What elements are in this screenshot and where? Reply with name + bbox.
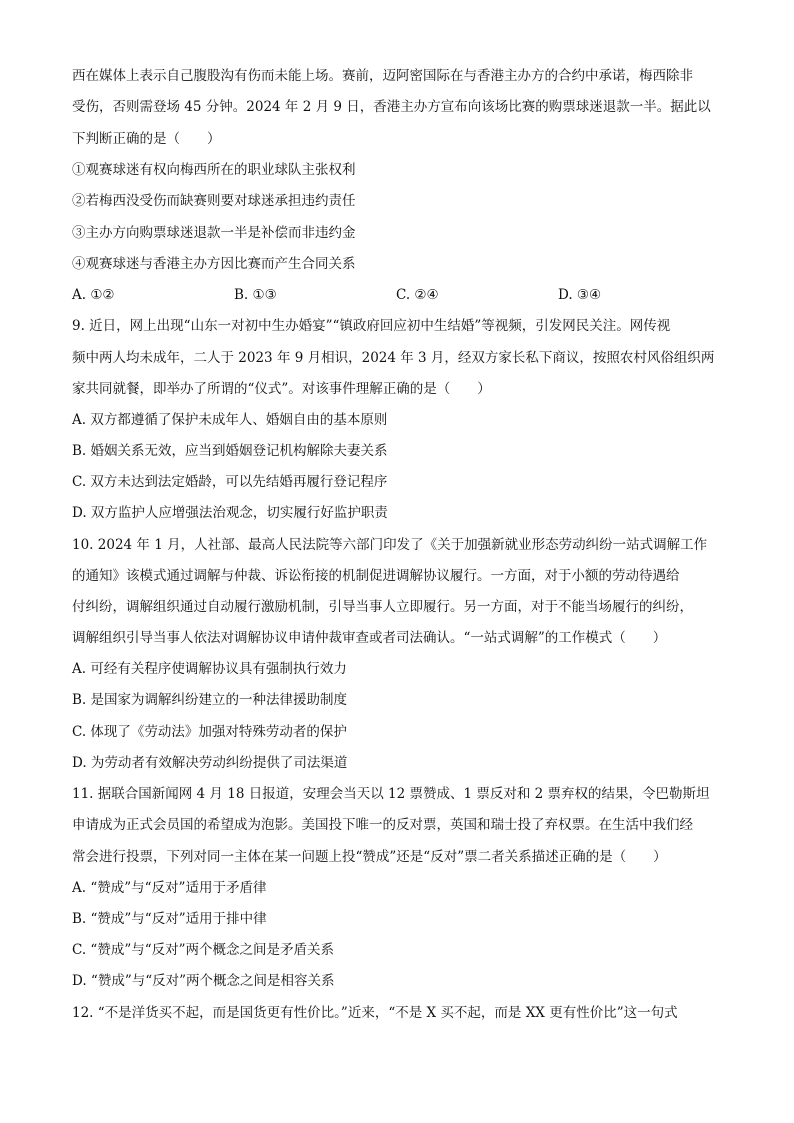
q11-option-d: D. “赞成”与“反对”两个概念之间是相容关系 [72, 973, 335, 989]
q8-options [72, 280, 722, 311]
q8-stem-line-1: 西在媒体上表示自己腹股沟有伤而未能上场。赛前，迈阿密国际在与香港主办方的合约中承诺，梅西除非 [72, 68, 693, 84]
q10-option-c: C. 体现了《劳动法》加强对特殊劳动者的保护 [72, 724, 347, 740]
q9-option-b: B. 婚姻关系无效，应当到婚姻登记机构解除夫妻关系 [72, 443, 388, 459]
q11-option-c: C. “赞成”与“反对”两个概念之间是矛盾关系 [72, 942, 335, 958]
q8-statement-4: ④观赛球迷与香港主办方因比赛而产生合同关系 [72, 256, 356, 272]
q8-statement-3: ③主办方向购票球迷退款一半是补偿而非违约金 [72, 225, 356, 241]
q9-option-a: A. 双方都遵循了保护未成年人、婚姻自由的基本原则 [72, 412, 388, 428]
q11-stem-line-3: 常会进行投票，下列对同一主体在某一问题上投“赞成”还是“反对”票二者关系描述正确的是（ ） [72, 849, 667, 865]
q8-stem-line-3: 下判断正确的是（ ） [72, 131, 221, 147]
q10-option-d: D. 为劳动者有效解决劳动纠纷提供了司法渠道 [72, 755, 348, 771]
q10-stem-line-4: 调解组织引导当事人依法对调解协议申请仲裁审查或者司法确认。“一站式调解”的工作模式（ ） [72, 630, 667, 646]
q12-stem-line-1: 12. “不是洋货买不起，而是国货更有性价比。”近来，“不是 X 买不起，而是 XX 更有性价比”这一句式 [72, 1005, 678, 1021]
q10-stem-line-1: 10. 2024 年 1 月，人社部、最高人民法院等六部门印发了《关于加强新就业形态劳动纠纷一站式调解工作 [72, 537, 708, 553]
q11-stem-line-2: 申请成为正式会员国的希望成为泡影。美国投下唯一的反对票，英国和瑞士投了弃权票。在生活中我们经 [72, 817, 693, 833]
q10-stem-line-3: 付纠纷，调解组织通过自动履行激励机制，引导当事人立即履行。另一方面，对于不能当场履行的纠纷， [72, 599, 693, 615]
q10-stem-line-2: 的通知》该模式通过调解与仲裁、诉讼衔接的机制促进调解协议履行。一方面，对于小额的劳动待遇给 [72, 568, 680, 584]
q8-stem-line-2: 受伤，否则需登场 45 分钟。2024 年 2 月 9 日，香港主办方宣布向该场比赛的购票球迷退款一半。据此以 [72, 99, 711, 115]
q10-option-b: B. 是国家为调解纠纷建立的一种法律援助制度 [72, 692, 348, 708]
q9-option-d: D. 双方监护人应增强法治观念，切实履行好监护职责 [72, 505, 388, 521]
q8-option-d: D. ③④ [558, 287, 602, 303]
q8-option-c: C. ②④ [396, 287, 439, 303]
q10-option-a: A. 可经有关程序使调解协议具有强制执行效力 [72, 661, 347, 677]
q8-option-b: B. ①③ [234, 287, 277, 303]
q9-stem-line-1: 9. 近日，网上出现“山东一对初中生办婚宴”“镇政府回应初中生结婚”等视频，引发网民关注。网传视 [72, 318, 671, 334]
q11-stem-line-1: 11. 据联合国新闻网 4 月 18 日报道，安理会当天以 12 票赞成、1 票反对和 2 票弃权的结果，令巴勒斯坦 [72, 786, 710, 802]
q8-option-a: A. ①② [72, 287, 115, 303]
q9-stem-line-3: 家共同就餐，即举办了所谓的“仪式”。对该事件理解正确的是（ ） [72, 381, 491, 397]
q8-statement-1: ①观赛球迷有权向梅西所在的职业球队主张权利 [72, 162, 356, 178]
q11-option-b: B. “赞成”与“反对”适用于排中律 [72, 911, 267, 927]
q9-option-c: C. 双方未达到法定婚龄，可以先结婚再履行登记程序 [72, 474, 388, 490]
q11-option-a: A. “赞成”与“反对”适用于矛盾律 [72, 880, 267, 896]
q8-statement-2: ②若梅西没受伤而缺赛则要对球迷承担违约责任 [72, 193, 356, 209]
q9-stem-line-2: 频中两人均未成年，二人于 2023 年 9 月相识，2024 年 3 月，经双方家长私下商议，按照农村风俗组织两 [72, 350, 715, 366]
